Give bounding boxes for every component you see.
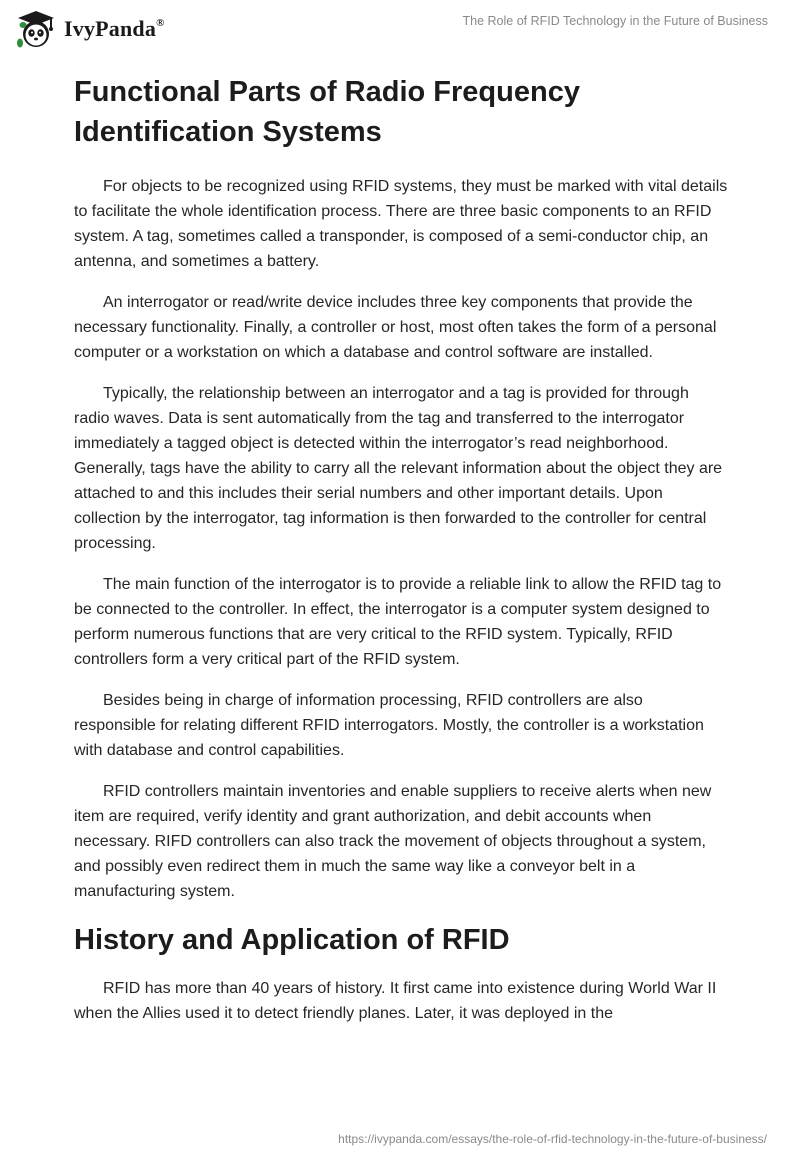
document-title: The Role of RFID Technology in the Future of Business (462, 14, 768, 28)
paragraph: An interrogator or read/write device includes three key components that provide the necessary functionality. Finally, a controller or host, most often takes the form of a personal computer or a workstation on which a database and control software are installed. (74, 294, 717, 361)
paragraph: The main function of the interrogator is to provide a reliable link to allow the RFID tag to be connected to the controller. In effect, the interrogator is a computer system designed to perform numerous functions that are very critical to the RFID system. Typically, RFID controllers form a very critical part of the RFID system. (74, 576, 722, 668)
panda-logo-icon (14, 9, 58, 49)
page-header (0, 0, 800, 60)
paragraph: RFID controllers maintain inventories and enable suppliers to receive alerts when new item are required, verify identity and grant authorization, and debit accounts when necessary. RIFD controllers can also track the movement of objects throughout a system, and possibly even redirect them in much the same way like a conveyor belt in a manufacturing system. (74, 783, 712, 900)
source-url-link[interactable]: https://ivypanda.com/essays/the-role-of-rfid-technology-in-the-future-of-business/ (338, 1132, 767, 1146)
section-heading-functional-parts: Functional Parts of Radio Frequency Identification Systems (74, 76, 580, 148)
paragraph: Besides being in charge of information processing, RFID controllers are also responsible for relating different RFID interrogators. Mostly, the controller is a workstation with database and control capabilities. (74, 692, 704, 759)
paragraph: For objects to be recognized using RFID systems, they must be marked with vital details to facilitate the whole identification process. There are three basic components to an RFID system. A tag, sometimes called a transponder, is composed of a semi-conductor chip, an antenna, and sometimes a battery. (74, 178, 728, 270)
ivypanda-logo[interactable] (14, 9, 165, 49)
section-heading-history: History and Application of RFID (74, 924, 510, 956)
paragraph: RFID has more than 40 years of history. It first came into existence during World War II when the Allies used it to detect friendly planes. Later, it was deployed in the (74, 980, 717, 1022)
article-body (74, 72, 728, 1042)
paragraph: Typically, the relationship between an interrogator and a tag is provided for through radio waves. Data is sent automatically from the tag and transferred to the interrogator immediately a tagged object is detected within the interrogator’s read neighborhood. Generally, tags have the ability to carry all the relevant information about the object they are attached to and this includes their serial numbers and other important details. Upon collection by the interrogator, tag information is then forwarded to the controller for central processing. (74, 385, 723, 552)
logo-wordmark: IvyPanda® (64, 16, 165, 41)
